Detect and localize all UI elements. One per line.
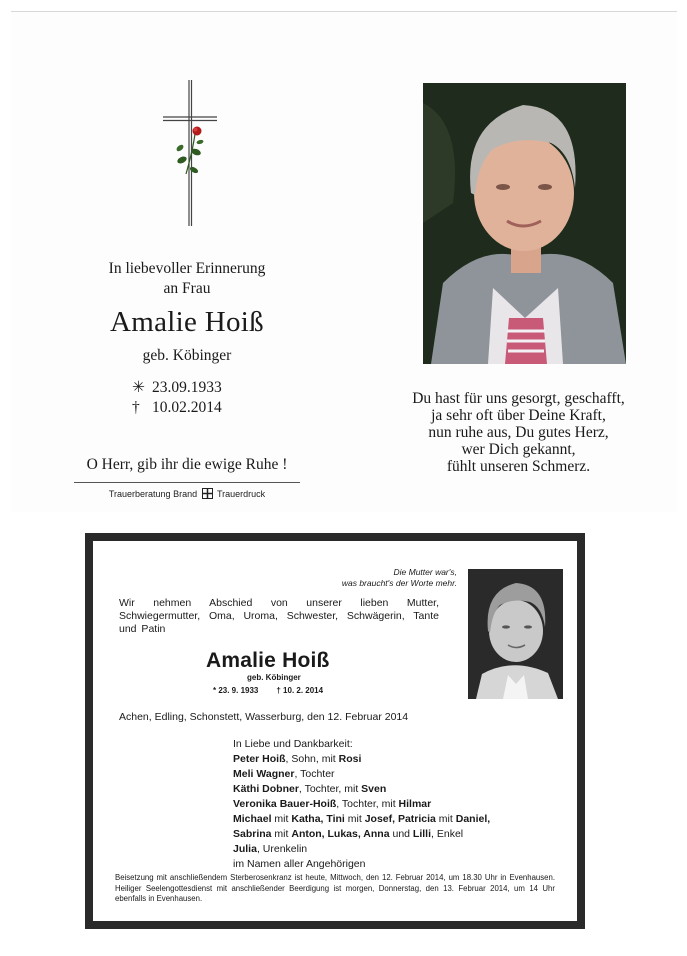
cross-with-rose-icon: [160, 78, 220, 228]
notice-maiden-name: geb. Köbinger: [247, 673, 301, 682]
notice-dates: [213, 686, 341, 695]
family-text: mit: [271, 828, 292, 840]
notice-name: Amalie Hoiß: [206, 649, 330, 672]
poem-line: ja sehr oft über Deine Kraft,: [431, 407, 606, 424]
family-closing: im Namen aller Angehörigen: [233, 858, 366, 870]
family-text: mit: [344, 813, 365, 825]
company-left: Trauerberatung Brand: [108, 489, 198, 499]
family-name: Veronika Bauer-Hoiß: [233, 798, 337, 810]
intro-line-2: an Frau: [163, 280, 211, 297]
family-name: Sven: [361, 783, 387, 795]
prayer-text: O Herr, gib ihr die ewige Ruhe !: [86, 456, 288, 473]
family-line: [233, 752, 490, 767]
family-name: Hilmar: [398, 798, 432, 810]
obituary-notice-frame: [85, 533, 585, 929]
death-date-row: [132, 398, 222, 418]
family-text: , Tochter, mit: [336, 798, 399, 810]
farewell-text: Wir nehmen Abschied von unserer lieben Mutter, Schwiegermutter, Oma, Uroma, Schwester, Schwägerin, Tante und Patin: [119, 597, 439, 635]
family-text: , Urenkelin: [256, 843, 308, 855]
place-and-date: Achen, Edling, Schonstett, Wasserburg, den 12. Februar 2014: [119, 711, 409, 723]
family-text: mit: [271, 813, 292, 825]
family-name: Julia: [233, 843, 257, 855]
quote-line-1: Die Mutter war's,: [393, 567, 457, 577]
notice-birth: * 23. 9. 1933: [213, 686, 259, 695]
deceased-name: Amalie Hoiß: [110, 306, 264, 338]
family-name: Josef, Patricia: [364, 813, 436, 825]
family-heading: In Liebe und Dankbarkeit:: [233, 738, 353, 750]
company-right: Trauerdruck: [216, 489, 266, 499]
life-dates: [132, 378, 222, 418]
quote: [342, 567, 457, 589]
burial-details: Beisetzung mit anschließendem Sterberosenkranz ist heute, Mittwoch, den 12. Februar 2014, um 18.30 Uhr in Evenhausen. Heiliger Seelengottesdienst mit anschließender Beerdigung ist morgen, Donnerstag, den 13. Februar 2014, um 14 Uhr ebenfalls in Evenhausen.: [115, 873, 555, 903]
family-name: Sabrina: [233, 828, 272, 840]
notice-portrait-photo: [468, 569, 563, 699]
quote-line-2: was braucht's der Worte mehr.: [341, 578, 457, 588]
family-text: , Sohn, mit: [285, 753, 339, 765]
family-line: [233, 812, 490, 827]
family-line: [233, 842, 490, 857]
family-text: , Enkel: [431, 828, 464, 840]
memorial-card: [11, 11, 677, 512]
family-line: [233, 767, 490, 782]
family-text: , Tochter, mit: [298, 783, 362, 795]
family-name: Meli Wagner: [233, 768, 295, 780]
cross-square-icon: [202, 488, 213, 499]
family-name: Michael: [233, 813, 272, 825]
birth-star-icon: ✳: [132, 379, 145, 396]
intro-line-1: In liebevoller Erinnerung: [108, 260, 266, 277]
family-text: und: [389, 828, 413, 840]
birth-date-row: [132, 378, 222, 398]
family-text: mit: [435, 813, 456, 825]
family-line: [233, 827, 490, 842]
family-name: Lilli: [412, 828, 432, 840]
family-line: [233, 782, 490, 797]
poem-line: nun ruhe aus, Du gutes Herz,: [428, 424, 609, 441]
divider: [74, 482, 300, 483]
family-name: Anton, Lukas, Anna: [291, 828, 390, 840]
portrait-photo: [423, 83, 626, 364]
birth-date: 23.09.1933: [152, 379, 222, 396]
poem-line: Du hast für uns gesorgt, geschafft,: [412, 390, 625, 407]
family-text: , Tochter: [294, 768, 335, 780]
family-name: Katha, Tini: [291, 813, 345, 825]
death-cross-icon: †: [132, 399, 140, 416]
poem: [371, 390, 666, 475]
family-name: Daniel,: [455, 813, 491, 825]
family-line: [233, 797, 490, 812]
poem-line: wer Dich gekannt,: [461, 441, 576, 458]
death-date: 10.02.2014: [152, 399, 222, 416]
notice-death: † 10. 2. 2014: [276, 686, 324, 695]
family-name: Käthi Dobner: [233, 783, 299, 795]
obituary-notice: [93, 541, 577, 921]
family-list: [233, 737, 490, 872]
family-name: Peter Hoiß: [233, 753, 286, 765]
poem-line: fühlt unseren Schmerz.: [446, 458, 591, 475]
family-name: Rosi: [338, 753, 362, 765]
company-imprint: [74, 488, 300, 499]
maiden-name: geb. Köbinger: [142, 347, 232, 364]
